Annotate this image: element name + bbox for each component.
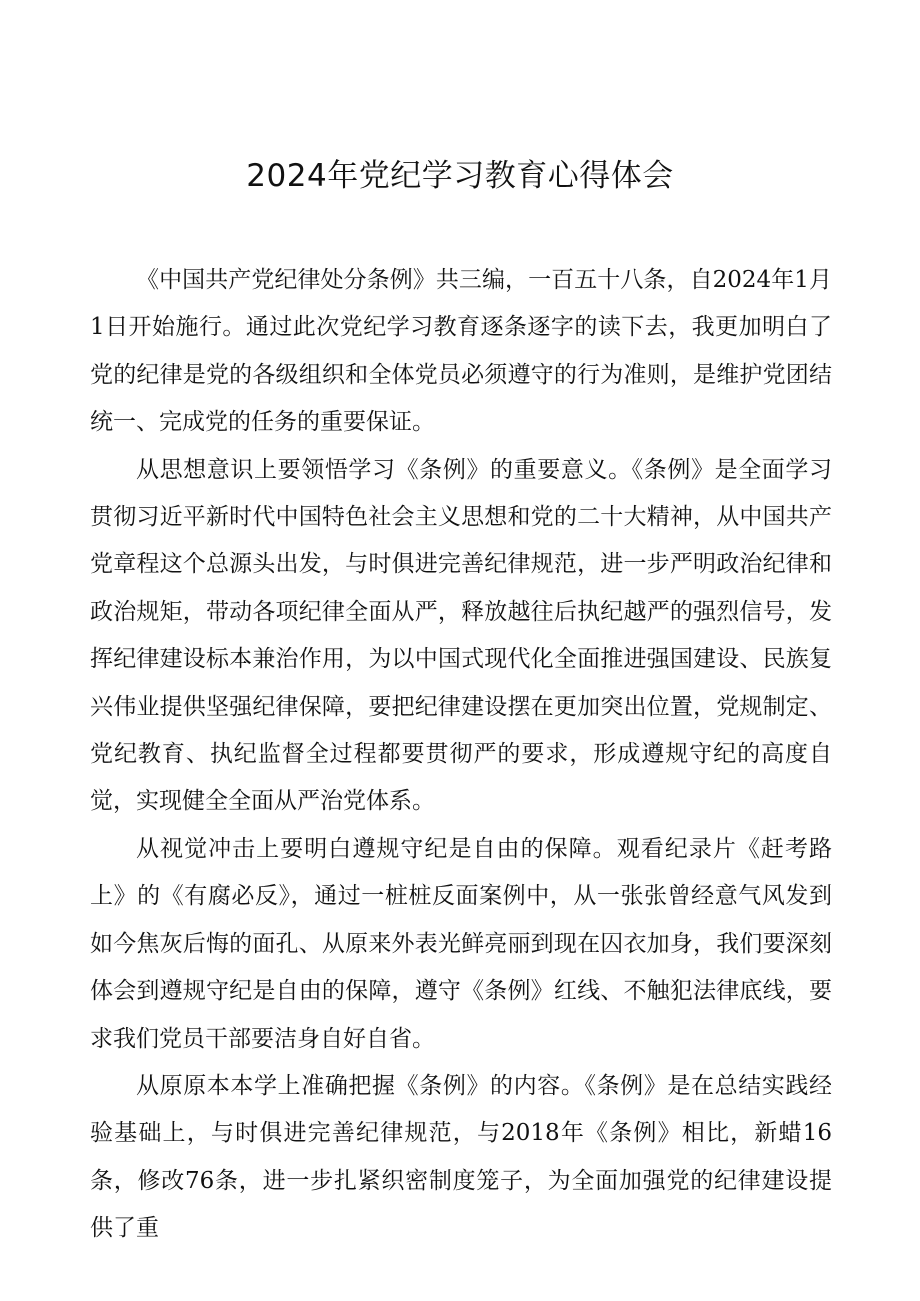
document-body: [90, 257, 832, 1253]
paragraph-1: 《中国共产党纪律处分条例》共三编，一百五十八条，自2024年1月1日开始施行。通过此次党纪学习教育逐条逐字的读下去，我更加明白了党的纪律是党的各级组织和全体党员必须遵守的行为准则，是维护党团结统一、完成党的任务的重要保证。: [90, 267, 832, 436]
paragraph-2: 从思想意识上要领悟学习《条例》的重要意义。《条例》是全面学习贯彻习近平新时代中国特色社会主义思想和党的二十大精神，从中国共产党章程这个总源头出发，与时俱进完善纪律规范，进一步严明政治纪律和政治规矩，带动各项纪律全面从严，释放越往后执纪越严的强烈信号，发挥纪律建设标本兼治作用，为以中国式现代化全面推进强国建设、民族复兴伟业提供坚强纪律保障，要把纪律建设摆在更加突出位置，党规制定、党纪教育、执纪监督全过程都要贯彻严的要求，形成遵规守纪的高度自觉，实现健全全面从严治党体系。: [90, 456, 832, 815]
document-title: 2024年党纪学习教育心得体会: [246, 158, 674, 194]
paragraph-3: 从视觉冲击上要明白遵规守纪是自由的保障。观看纪录片《赶考路上》的《有腐必反》，通过一桩桩反面案例中，从一张张曾经意气风发到如今焦灰后悔的面孔、从原来外表光鲜亮丽到现在囚衣加身，我们要深刻体会到遵规守纪是自由的保障，遵守《条例》红线、不触犯法律底线，要求我们党员干部要洁身自好自省。: [90, 835, 832, 1052]
paragraph-4: 从原原本本学上准确把握《条例》的内容。《条例》是在总结实践经验基础上，与时俱进完善纪律规范，与2018年《条例》相比，新蜡16条，修改76条，进一步扎紧织密制度笼子，为全面加强党的纪律建设提供了重: [90, 1072, 832, 1242]
